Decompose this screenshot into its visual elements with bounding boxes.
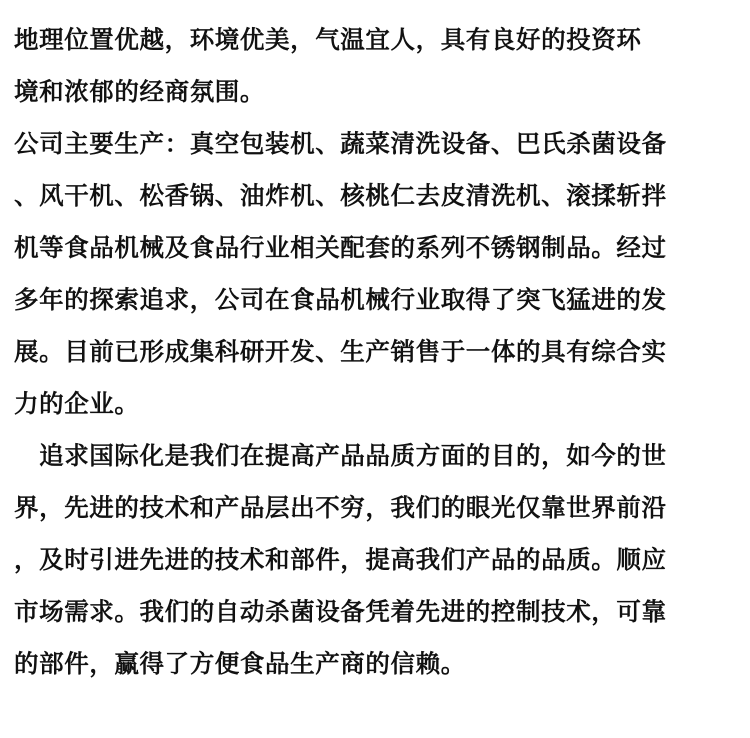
- text-line: 界，先进的技术和产品层出不穷，我们的眼光仅靠世界前沿: [14, 493, 667, 522]
- text-line: 展。目前已形成集科研开发、生产销售于一体的具有综合实: [14, 337, 667, 366]
- text-line: 公司主要生产：真空包装机、蔬菜清洗设备、巴氏杀菌设备: [14, 129, 667, 158]
- text-line: 市场需求。我们的自动杀菌设备凭着先进的控制技术，可靠: [14, 597, 667, 626]
- document-body: [14, 14, 740, 690]
- text-line: 多年的探索追求，公司在食品机械行业取得了突飞猛进的发: [14, 285, 667, 314]
- text-line: 力的企业。: [14, 389, 140, 418]
- text-line: ，及时引进先进的技术和部件，提高我们产品的品质。顺应: [14, 545, 667, 574]
- text-line: 机等食品机械及食品行业相关配套的系列不锈钢制品。经过: [14, 233, 667, 262]
- text-line: 、风干机、松香锅、油炸机、核桃仁去皮清洗机、滚揉斩拌: [14, 181, 667, 210]
- text-line: 的部件，赢得了方便食品生产商的信赖。: [14, 649, 466, 678]
- text-line: 追求国际化是我们在提高产品品质方面的目的，如今的世: [14, 441, 667, 470]
- text-line: 地理位置优越，环境优美，气温宜人，具有良好的投资环: [14, 25, 642, 54]
- text-line: 境和浓郁的经商氛围。: [14, 77, 265, 106]
